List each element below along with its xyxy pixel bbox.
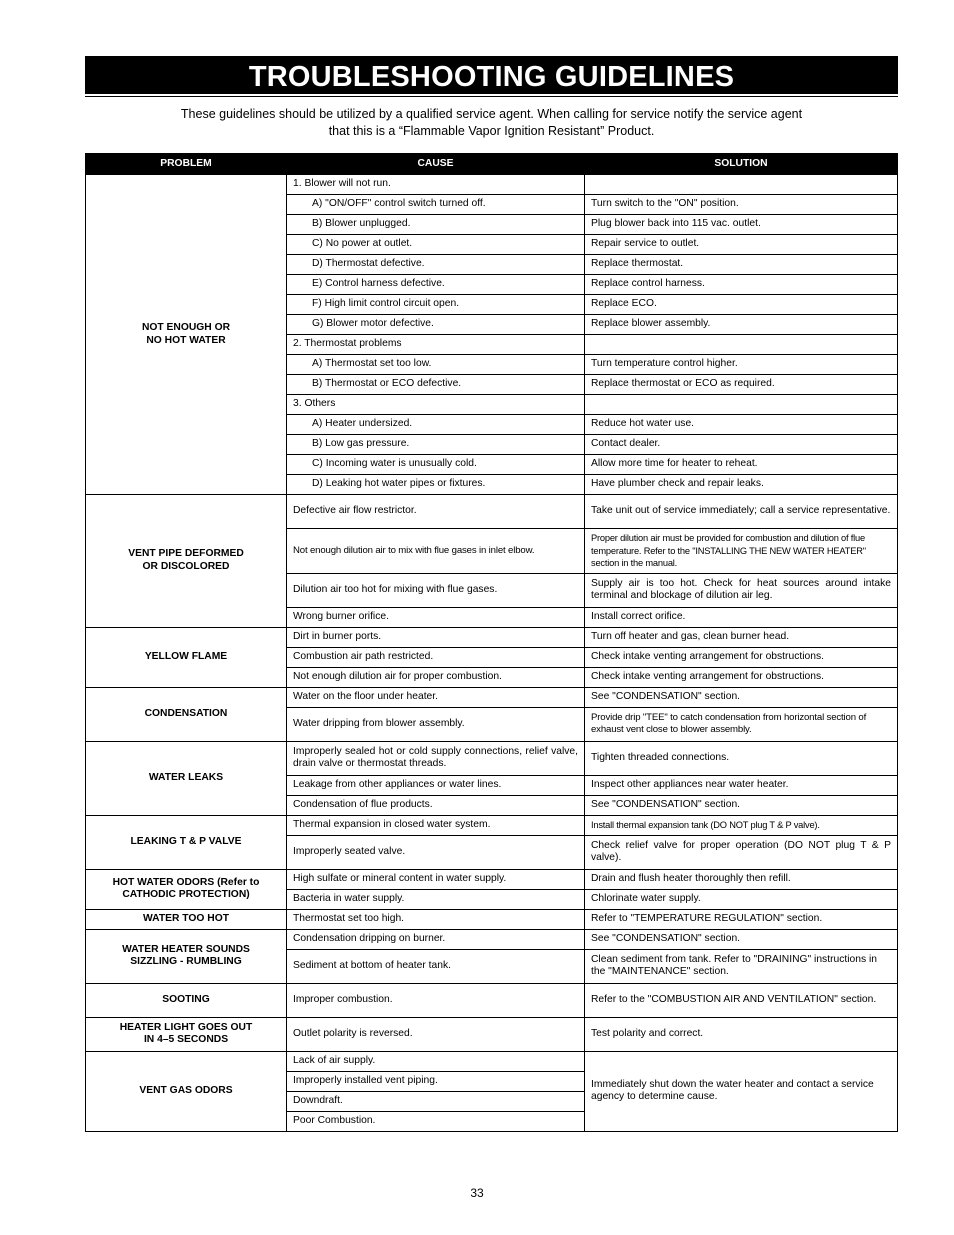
cause-cell: Water dripping from blower assembly. xyxy=(287,707,585,741)
solution-cell xyxy=(585,335,898,355)
solution-cell: Replace thermostat. xyxy=(585,255,898,275)
solution-cell: Turn switch to the "ON" position. xyxy=(585,195,898,215)
problem-leaking-tp-valve: LEAKING T & P VALVE xyxy=(86,815,287,869)
problem-line: HOT WATER ODORS (Refer to xyxy=(112,876,260,888)
troubleshooting-table xyxy=(85,153,898,1132)
solution-cell: Take unit out of service immediately; call a service representative. xyxy=(585,495,898,529)
problem-water-too-hot: WATER TOO HOT xyxy=(86,909,287,929)
solution-cell xyxy=(585,395,898,415)
table-row xyxy=(86,627,898,647)
cause-cell: G) Blower motor defective. xyxy=(287,315,585,335)
cause-cell: D) Thermostat defective. xyxy=(287,255,585,275)
problem-hot-water-odors xyxy=(86,869,287,909)
solution-cell: Immediately shut down the water heater and contact a service agency to determine cause. xyxy=(585,1051,898,1131)
problem-line: SIZZLING - RUMBLING xyxy=(130,956,242,967)
problem-line: VENT PIPE DEFORMED xyxy=(128,548,244,560)
cause-cell: Improperly seated valve. xyxy=(287,835,585,869)
solution-cell: Replace blower assembly. xyxy=(585,315,898,335)
problem-sooting: SOOTING xyxy=(86,983,287,1017)
problem-line: HEATER LIGHT GOES OUT xyxy=(119,1021,253,1033)
cause-cell: Bacteria in water supply. xyxy=(287,889,585,909)
cause-cell: Outlet polarity is reversed. xyxy=(287,1017,585,1051)
problem-condensation: CONDENSATION xyxy=(86,687,287,741)
solution-cell: Proper dilution air must be provided for combustion and dilution of flue temperature. Refer to the "INSTALLING THE NEW WATER HEATER" section in the manual. xyxy=(585,529,898,574)
problem-line: CATHODIC PROTECTION) xyxy=(122,889,250,900)
table-row xyxy=(86,175,898,195)
cause-cell: Sediment at bottom of heater tank. xyxy=(287,949,585,983)
cause-cell: 3. Others xyxy=(287,395,585,415)
cause-cell: Improperly sealed hot or cold supply connections, relief valve, drain valve or thermostat threads. xyxy=(287,741,585,775)
solution-cell: Inspect other appliances near water heater. xyxy=(585,775,898,795)
cause-cell: Thermal expansion in closed water system. xyxy=(287,815,585,835)
solution-cell: Check intake venting arrangement for obstructions. xyxy=(585,647,898,667)
solution-cell: Contact dealer. xyxy=(585,435,898,455)
page-title: TROUBLESHOOTING GUIDELINES xyxy=(85,56,898,94)
problem-heater-sounds xyxy=(86,929,287,983)
problem-line: OR DISCOLORED xyxy=(142,560,230,572)
table-row xyxy=(86,869,898,889)
problem-line: NOT ENOUGH OR xyxy=(141,322,231,333)
cause-cell: Improper combustion. xyxy=(287,983,585,1017)
solution-cell: Replace thermostat or ECO as required. xyxy=(585,375,898,395)
solution-cell xyxy=(585,175,898,195)
table-row xyxy=(86,815,898,835)
problem-line: IN 4–5 SECONDS xyxy=(143,1034,229,1045)
page-number: 33 xyxy=(470,1186,484,1200)
problem-line: WATER HEATER SOUNDS xyxy=(122,943,250,955)
cause-cell: Dirt in burner ports. xyxy=(287,627,585,647)
cause-cell: Condensation of flue products. xyxy=(287,795,585,815)
cause-cell: Defective air flow restrictor. xyxy=(287,495,585,529)
cause-cell: Wrong burner orifice. xyxy=(287,607,585,627)
cause-cell: B) Thermostat or ECO defective. xyxy=(287,375,585,395)
table-row xyxy=(86,495,898,529)
problem-line: NO HOT WATER xyxy=(146,334,226,346)
solution-cell: Plug blower back into 115 vac. outlet. xyxy=(585,215,898,235)
table-row xyxy=(86,687,898,707)
solution-cell: Refer to the "COMBUSTION AIR AND VENTILATION" section. xyxy=(585,983,898,1017)
cause-cell: A) Heater undersized. xyxy=(287,415,585,435)
problem-water-leaks: WATER LEAKS xyxy=(86,741,287,815)
cause-cell: Water on the floor under heater. xyxy=(287,687,585,707)
intro-paragraph xyxy=(110,106,873,140)
solution-cell: See "CONDENSATION" section. xyxy=(585,687,898,707)
cause-cell: Downdraft. xyxy=(287,1091,585,1111)
cause-cell: Leakage from other appliances or water lines. xyxy=(287,775,585,795)
cause-cell: C) Incoming water is unusually cold. xyxy=(287,455,585,475)
title-divider xyxy=(85,96,898,97)
solution-cell: Check relief valve for proper operation (DO NOT plug T & P valve). xyxy=(585,835,898,869)
cause-cell: Improperly installed vent piping. xyxy=(287,1071,585,1091)
cause-cell: B) Low gas pressure. xyxy=(287,435,585,455)
cause-cell: Combustion air path restricted. xyxy=(287,647,585,667)
solution-cell: Drain and flush heater thoroughly then refill. xyxy=(585,869,898,889)
cause-cell: Condensation dripping on burner. xyxy=(287,929,585,949)
solution-cell: Repair service to outlet. xyxy=(585,235,898,255)
solution-cell: Allow more time for heater to reheat. xyxy=(585,455,898,475)
solution-cell: Install thermal expansion tank (DO NOT plug T & P valve). xyxy=(585,815,898,835)
solution-cell: See "CONDENSATION" section. xyxy=(585,929,898,949)
header-problem: PROBLEM xyxy=(86,154,287,175)
solution-cell: Turn off heater and gas, clean burner head. xyxy=(585,627,898,647)
solution-cell: See "CONDENSATION" section. xyxy=(585,795,898,815)
solution-cell: Replace control harness. xyxy=(585,275,898,295)
solution-cell: Test polarity and correct. xyxy=(585,1017,898,1051)
cause-cell: F) High limit control circuit open. xyxy=(287,295,585,315)
table-row xyxy=(86,909,898,929)
header-solution: SOLUTION xyxy=(585,154,898,175)
problem-heater-light-out xyxy=(86,1017,287,1051)
table-row xyxy=(86,983,898,1017)
header-cause: CAUSE xyxy=(287,154,585,175)
cause-cell: C) No power at outlet. xyxy=(287,235,585,255)
solution-cell: Provide drip "TEE" to catch condensation from horizontal section of exhaust vent close to blower assembly. xyxy=(585,707,898,741)
intro-line-2: that this is a “Flammable Vapor Ignition Resistant” Product. xyxy=(328,124,655,138)
cause-cell: 2. Thermostat problems xyxy=(287,335,585,355)
cause-cell: Dilution air too hot for mixing with flue gases. xyxy=(287,573,585,607)
solution-cell: Refer to "TEMPERATURE REGULATION" section. xyxy=(585,909,898,929)
cause-cell: Poor Combustion. xyxy=(287,1111,585,1131)
table-row xyxy=(86,1051,898,1071)
cause-cell: B) Blower unplugged. xyxy=(287,215,585,235)
problem-vent-gas-odors: VENT GAS ODORS xyxy=(86,1051,287,1131)
solution-cell: Tighten threaded connections. xyxy=(585,741,898,775)
cause-cell: Not enough dilution air to mix with flue gases in inlet elbow. xyxy=(287,529,585,574)
intro-line-1: These guidelines should be utilized by a qualified service agent. When calling for service notify the service agent xyxy=(180,107,803,121)
cause-cell: A) "ON/OFF" control switch turned off. xyxy=(287,195,585,215)
solution-cell: Have plumber check and repair leaks. xyxy=(585,475,898,495)
cause-cell: Thermostat set too high. xyxy=(287,909,585,929)
problem-vent-pipe-deformed xyxy=(86,495,287,628)
table-row xyxy=(86,741,898,775)
solution-cell: Install correct orifice. xyxy=(585,607,898,627)
cause-cell: A) Thermostat set too low. xyxy=(287,355,585,375)
cause-cell: High sulfate or mineral content in water supply. xyxy=(287,869,585,889)
cause-cell: E) Control harness defective. xyxy=(287,275,585,295)
cause-cell: 1. Blower will not run. xyxy=(287,175,585,195)
table-row xyxy=(86,929,898,949)
solution-cell: Reduce hot water use. xyxy=(585,415,898,435)
solution-cell: Clean sediment from tank. Refer to "DRAINING" instructions in the "MAINTENANCE" section. xyxy=(585,949,898,983)
solution-cell: Replace ECO. xyxy=(585,295,898,315)
table-row xyxy=(86,1017,898,1051)
solution-cell: Chlorinate water supply. xyxy=(585,889,898,909)
cause-cell: Not enough dilution air for proper combustion. xyxy=(287,667,585,687)
solution-cell: Check intake venting arrangement for obstructions. xyxy=(585,667,898,687)
problem-not-enough-hot-water xyxy=(86,175,287,495)
solution-cell: Supply air is too hot. Check for heat sources around intake terminal and blockage of dilution air leg. xyxy=(585,573,898,607)
cause-cell: Lack of air supply. xyxy=(287,1051,585,1071)
solution-cell: Turn temperature control higher. xyxy=(585,355,898,375)
cause-cell: D) Leaking hot water pipes or fixtures. xyxy=(287,475,585,495)
problem-yellow-flame: YELLOW FLAME xyxy=(86,627,287,687)
